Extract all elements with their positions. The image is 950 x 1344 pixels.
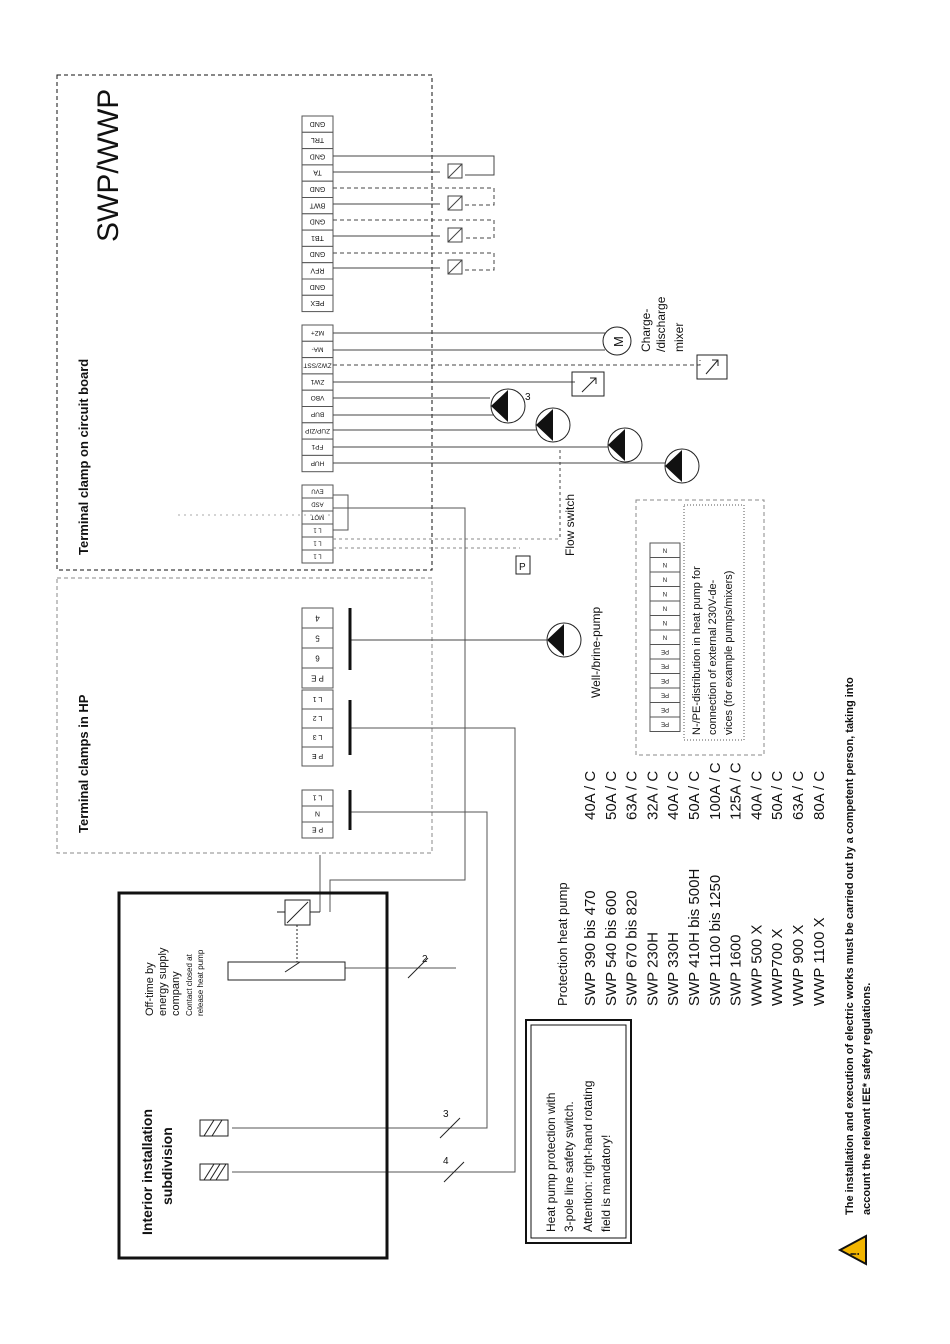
protection-note-4: field is mandatory! bbox=[599, 1134, 613, 1232]
terminal-label: N bbox=[662, 575, 668, 582]
sensor-wiring bbox=[333, 156, 494, 274]
protection-model: WWP 1100 X bbox=[810, 917, 828, 1006]
protection-model: SWP 230H bbox=[644, 932, 662, 1006]
protection-model: SWP 1600 bbox=[727, 934, 745, 1006]
terminal-label: N bbox=[662, 618, 668, 625]
terminal-label: GND bbox=[309, 217, 326, 225]
terminal-label: L 1 bbox=[313, 526, 322, 533]
hp-section-label: Terminal clamps in HP bbox=[76, 694, 91, 833]
terminal-label: L 2 bbox=[312, 714, 323, 722]
terminal-label: L 1 bbox=[313, 552, 322, 559]
terminal-label: PE bbox=[660, 691, 670, 698]
terminal-label: 4 bbox=[315, 613, 320, 623]
contact-note-2: release heat pump bbox=[196, 949, 205, 1016]
protection-fuse: 50A / C bbox=[686, 770, 703, 820]
offtime-contact-icon bbox=[228, 900, 345, 980]
interior-label-1: Interior installation bbox=[139, 1108, 155, 1235]
pressure-switch-label: P bbox=[519, 562, 526, 573]
diagram-title: SWP/WWP bbox=[92, 88, 125, 242]
terminal-label: TB1 bbox=[311, 233, 324, 241]
protection-fuse: 80A / C bbox=[810, 770, 828, 820]
protection-note-1: Heat pump protection with bbox=[544, 1092, 558, 1232]
npe-terminal-strip bbox=[650, 543, 680, 732]
protection-box-outer bbox=[526, 1020, 631, 1243]
protection-model: WWP 500 X bbox=[748, 924, 766, 1006]
svg-text:!: ! bbox=[848, 1252, 862, 1256]
terminal-label: 5 bbox=[315, 633, 320, 643]
wire-count-marks bbox=[408, 958, 464, 1182]
offtime-label-2: energy supply bbox=[157, 947, 169, 1016]
terminal-label: ZW1 bbox=[310, 377, 325, 385]
terminal-label: L 1 bbox=[312, 695, 323, 703]
protection-model: SWP 410H bis 500H bbox=[686, 868, 703, 1006]
terminal-label: N bbox=[662, 604, 668, 611]
contact-note-1: Contact closed at bbox=[185, 954, 194, 1016]
npe-note-3: vices (for example pumps/mixers) bbox=[723, 570, 735, 735]
terminal-strip-control bbox=[302, 790, 333, 838]
footer-warning-2: account the relevant IEE* safety regulations. bbox=[861, 982, 873, 1215]
protection-fuse: 63A / C bbox=[790, 770, 807, 820]
terminal-label: ZUP/ZIP bbox=[305, 426, 330, 434]
protection-fuse: 100A / C bbox=[706, 762, 724, 820]
npe-note-2: connection of external 230V-de- bbox=[707, 579, 719, 735]
flow-switch-label: Flow switch bbox=[563, 493, 577, 556]
protection-table-header: Protection heat pump bbox=[555, 882, 570, 1006]
terminal-label: N bbox=[662, 546, 668, 553]
protection-fuse: 40A / C bbox=[665, 770, 683, 820]
terminal-label: N bbox=[662, 560, 668, 567]
protection-model: SWP 330H bbox=[665, 932, 683, 1006]
terminal-strip-well-pump bbox=[302, 608, 333, 688]
terminal-label: TA bbox=[313, 168, 322, 176]
protection-fuse: 50A / C bbox=[769, 770, 787, 820]
terminal-strip-sensors bbox=[302, 116, 333, 312]
mixer-motor-label: M bbox=[611, 336, 626, 347]
charge-mixer-label-2: /discharge bbox=[654, 296, 668, 352]
terminal-label: HUP bbox=[310, 459, 325, 467]
terminal-label: BWT bbox=[309, 201, 326, 209]
protection-fuse: 63A / C bbox=[623, 770, 641, 820]
wire-count-4: 4 bbox=[443, 1156, 449, 1167]
terminal-label: L 3 bbox=[312, 733, 323, 741]
board-section-label: Terminal clamp on circuit board bbox=[76, 358, 91, 555]
wire-count-3: 3 bbox=[443, 1109, 449, 1120]
protection-model: SWP 540 bis 600 bbox=[602, 890, 620, 1006]
terminal-label: L 1 bbox=[312, 793, 323, 801]
terminal-label: FP1 bbox=[311, 443, 324, 451]
npe-note-1: N-/PE-distribution in heat pump for bbox=[691, 566, 703, 735]
offtime-label-1: Off-time by bbox=[144, 962, 156, 1016]
terminal-label: GND bbox=[309, 185, 326, 193]
terminal-label: N bbox=[314, 809, 321, 817]
charge-mixer-label-1: Charge- bbox=[639, 308, 653, 352]
power-wiring bbox=[232, 728, 515, 1172]
protection-model: SWP 390 bis 470 bbox=[582, 890, 599, 1006]
flow-switch-wiring bbox=[333, 539, 560, 548]
terminal-label: N bbox=[662, 633, 668, 640]
terminal-label: PE bbox=[660, 720, 670, 727]
terminal-label: GND bbox=[309, 119, 326, 127]
protection-table bbox=[582, 762, 828, 1006]
protection-model: WWP700 X bbox=[769, 928, 787, 1006]
protection-model: SWP 1100 bis 1250 bbox=[706, 874, 724, 1006]
offtime-label-3: company bbox=[170, 971, 182, 1016]
protection-note-3: Attention: right-hand rotating bbox=[581, 1080, 595, 1232]
terminal-label: GND bbox=[309, 152, 326, 160]
terminal-label: GND bbox=[309, 282, 326, 290]
terminal-strip-power bbox=[302, 690, 333, 766]
terminal-label: VBO bbox=[310, 394, 325, 402]
protection-model: WWP 900 X bbox=[790, 924, 807, 1006]
terminal-label: 6 bbox=[315, 653, 320, 663]
protection-fuse: 40A / C bbox=[582, 770, 599, 820]
terminal-label: P E bbox=[311, 752, 324, 760]
terminal-label: ASD bbox=[311, 500, 324, 507]
protection-note-2: 3-pole line safety switch. bbox=[562, 1101, 576, 1232]
terminal-label: PE bbox=[660, 676, 670, 683]
wire-count-2: 2 bbox=[422, 954, 428, 965]
terminal-label: GND bbox=[309, 250, 326, 258]
terminal-label: P E bbox=[311, 825, 324, 833]
protection-fuse: 125A / C bbox=[727, 762, 745, 820]
terminal-label: MOT bbox=[310, 513, 325, 520]
mixer-contact-icon bbox=[697, 355, 727, 379]
pump-3-label: 3 bbox=[525, 392, 531, 403]
terminal-strip-outputs bbox=[302, 325, 333, 472]
warning-triangle-icon bbox=[840, 1236, 866, 1264]
terminal-label: TRL bbox=[310, 136, 325, 144]
terminal-label: MA- bbox=[311, 345, 324, 353]
zw-contact-icon bbox=[572, 372, 604, 396]
protection-fuse: 40A / C bbox=[748, 770, 766, 820]
terminal-label: PE bbox=[660, 705, 670, 712]
fuse-icons bbox=[200, 1120, 228, 1180]
output-wiring bbox=[333, 333, 700, 540]
terminal-strip-supply bbox=[302, 485, 333, 563]
footer-warning-1: The installation and execution of electric works must be carried out by a competent person, taking into bbox=[844, 677, 856, 1215]
well-pump-label: Well-/brine-pump bbox=[589, 606, 603, 698]
terminal-label: EVU bbox=[311, 487, 324, 494]
protection-fuse: 32A / C bbox=[644, 770, 662, 820]
protection-model: SWP 670 bis 820 bbox=[623, 890, 641, 1006]
terminal-label: RFV bbox=[310, 266, 325, 274]
terminal-label: PEX bbox=[310, 299, 325, 307]
charge-mixer-label-3: mixer bbox=[672, 322, 686, 352]
terminal-label: PE bbox=[660, 662, 670, 669]
terminal-label: N bbox=[662, 589, 668, 596]
protection-fuse: 50A / C bbox=[602, 770, 620, 820]
terminal-label: L 1 bbox=[313, 539, 322, 546]
terminal-label: P E bbox=[311, 673, 324, 683]
terminal-label: ZW2/SST bbox=[303, 361, 332, 369]
terminal-label: MZ+ bbox=[310, 328, 325, 336]
terminal-label: PE bbox=[660, 647, 670, 654]
interior-label-2: subdivision bbox=[159, 1127, 175, 1205]
terminal-label: BUP bbox=[310, 410, 325, 418]
